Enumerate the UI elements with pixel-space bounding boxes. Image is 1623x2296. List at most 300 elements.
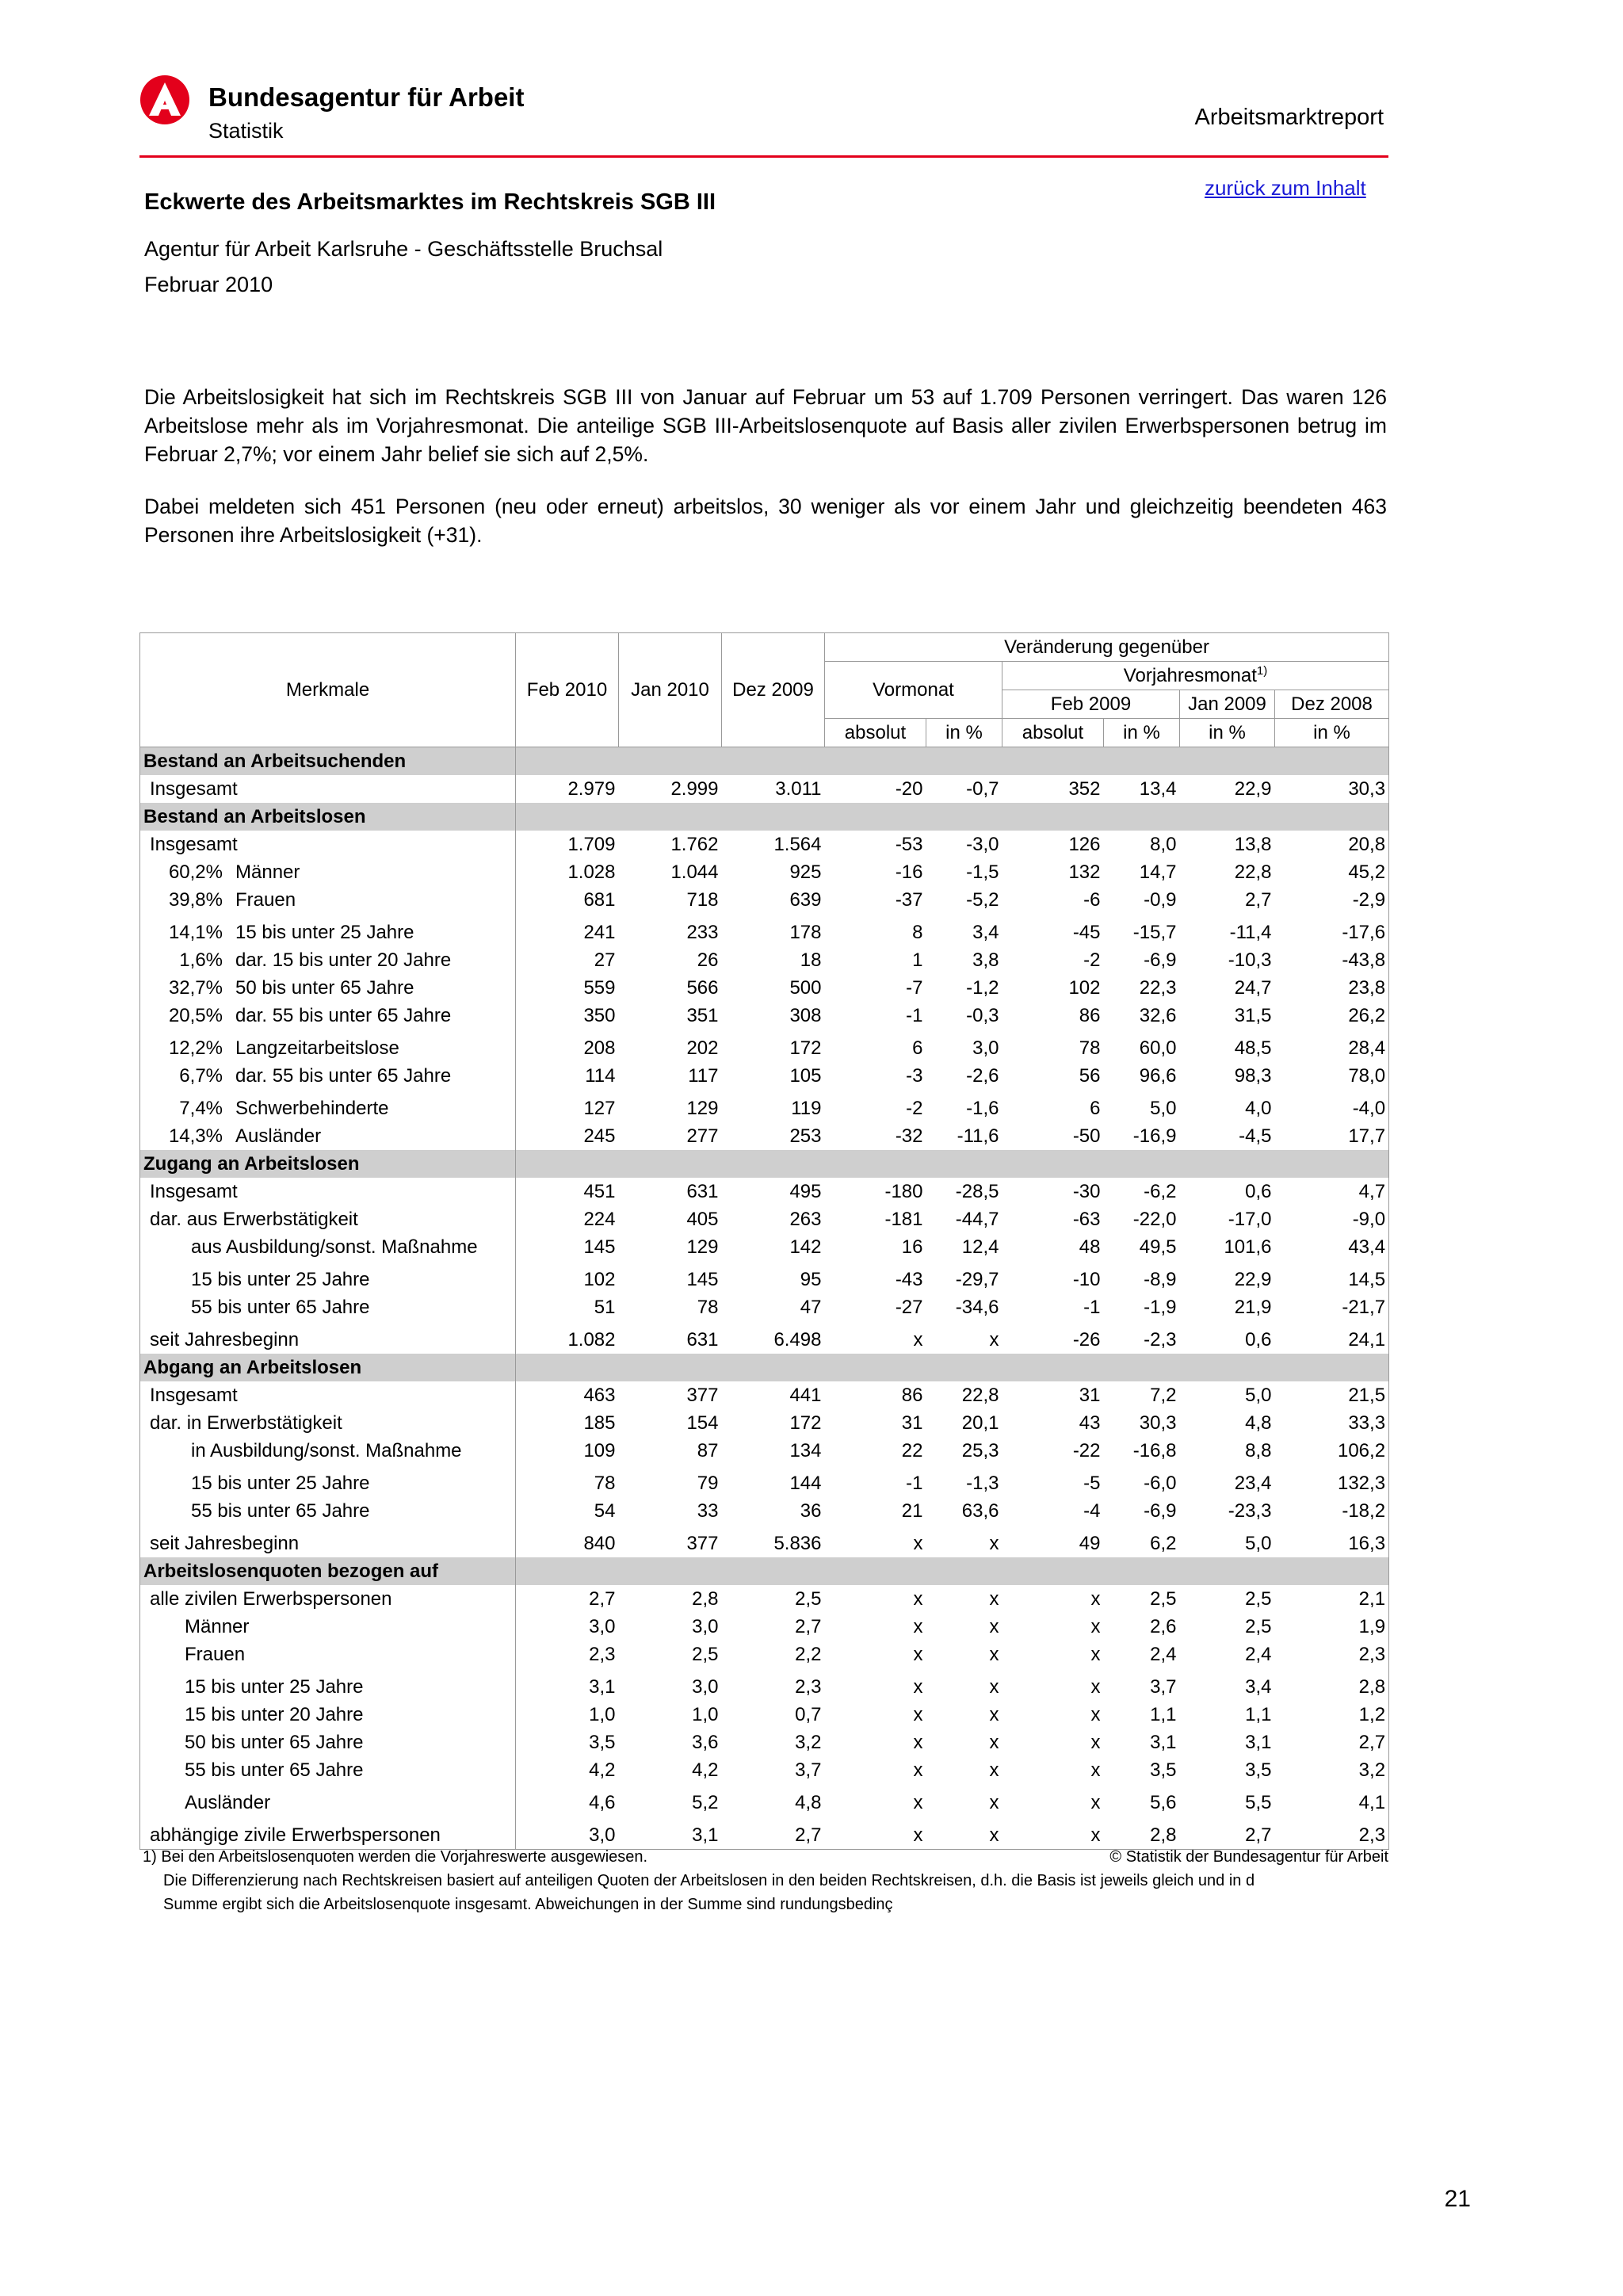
section-header <box>140 1150 1389 1178</box>
table-cell: 208 <box>516 1034 619 1062</box>
table-cell: x <box>913 1587 923 1610</box>
row-label <box>140 1585 516 1613</box>
table-cell: x <box>989 1675 999 1698</box>
table-cell: x <box>913 1675 923 1698</box>
row-label <box>140 1233 516 1261</box>
page-number: 21 <box>1444 2186 1471 2212</box>
table-cell: 14,5 <box>1275 1266 1389 1293</box>
table-cell: 1,0 <box>516 1701 619 1729</box>
table-cell: -180 <box>884 1180 923 1202</box>
table-cell: 263 <box>789 1208 822 1230</box>
table-cell: 2,4 <box>1245 1643 1272 1665</box>
table-row <box>140 1469 1389 1497</box>
table-cell: 31,5 <box>1234 1004 1272 1026</box>
table-cell: 4,0 <box>1245 1097 1272 1119</box>
row-label <box>140 1205 516 1233</box>
table-cell: 20,8 <box>1275 831 1389 858</box>
table-row <box>140 1530 1389 1557</box>
row-label-text: dar. aus Erwerbstätigkeit <box>150 1208 358 1230</box>
table-cell: -6,9 <box>1144 1499 1177 1522</box>
table-cell: 718 <box>686 888 719 911</box>
row-label-text: 15 bis unter 25 Jahre <box>191 1268 370 1290</box>
table-cell: 126 <box>1068 833 1101 855</box>
table-cell: -23,3 <box>1228 1499 1272 1522</box>
table-cell: 3,2 <box>1275 1756 1389 1784</box>
table-cell: 3.011 <box>775 777 822 800</box>
col-header-jan2009: Jan 2009 <box>1180 690 1275 719</box>
row-label-text: 55 bis unter 65 Jahre <box>185 1759 364 1781</box>
section-title: Bestand an Arbeitslosen <box>140 803 516 831</box>
table-cell: -37 <box>895 888 923 911</box>
table-cell: -11,6 <box>957 1125 999 1147</box>
row-label <box>140 1326 516 1354</box>
table-cell: 1,2 <box>1275 1701 1389 1729</box>
section-header <box>140 747 1389 776</box>
table-cell: -29,7 <box>955 1268 999 1290</box>
table-cell: 114 <box>516 1062 619 1090</box>
table-cell: 21,5 <box>1275 1381 1389 1409</box>
table-cell: 1,1 <box>1150 1703 1177 1725</box>
table-row <box>140 1178 1389 1205</box>
table-cell: 18 <box>800 949 822 971</box>
table-cell: 5,0 <box>1150 1097 1177 1119</box>
table-cell: -0,3 <box>966 1004 999 1026</box>
row-label-text: seit Jahresbeginn <box>150 1328 300 1350</box>
table-cell: x <box>989 1587 999 1610</box>
table-row <box>140 919 1389 946</box>
table-cell: 245 <box>516 1122 619 1150</box>
table-cell: 2,5 <box>795 1587 822 1610</box>
table-cell: -2 <box>1083 949 1101 971</box>
table-cell: -4,0 <box>1275 1095 1389 1122</box>
table-cell: -53 <box>895 833 923 855</box>
table-cell: -22,0 <box>1132 1208 1177 1230</box>
table-cell: 154 <box>686 1412 719 1434</box>
table-cell: -34,6 <box>955 1296 999 1318</box>
table-cell: 24,7 <box>1234 976 1272 999</box>
table-cell: 8,8 <box>1245 1439 1272 1461</box>
row-label <box>140 974 516 1002</box>
table-cell: -26 <box>1072 1328 1101 1350</box>
row-label-text: seit Jahresbeginn <box>150 1532 300 1554</box>
row-label-text: Insgesamt <box>150 777 238 800</box>
section-header <box>140 1557 1389 1585</box>
col-header-inpct: in % <box>1180 719 1275 747</box>
table-cell: 129 <box>686 1097 719 1119</box>
table-cell: 22 <box>901 1439 923 1461</box>
table-row <box>140 1034 1389 1062</box>
table-cell: x <box>825 1821 926 1850</box>
footnote-1: 1) Bei den Arbeitslosenquoten werden die Vorjahreswerte ausgewiesen. <box>143 1848 648 1866</box>
row-label-text: 50 bis unter 65 Jahre <box>235 976 414 999</box>
row-label-text: 50 bis unter 65 Jahre <box>185 1731 364 1753</box>
row-label <box>140 1122 516 1150</box>
row-label <box>140 919 516 946</box>
table-cell: 4,8 <box>1245 1412 1272 1434</box>
table-cell: 8,0 <box>1150 833 1177 855</box>
table-cell: 26 <box>697 949 719 971</box>
row-label <box>140 946 516 974</box>
table-cell: 2,5 <box>1245 1587 1272 1610</box>
table-cell: 2,7 <box>516 1585 619 1613</box>
share-percent: 20,5% <box>168 1004 223 1026</box>
table-cell: 101,6 <box>1224 1236 1272 1258</box>
table-cell: -30 <box>1072 1180 1101 1202</box>
table-cell: 31 <box>901 1412 923 1434</box>
table-cell: x <box>1090 1643 1101 1665</box>
table-cell: 49 <box>1079 1532 1101 1554</box>
section-header <box>140 803 1389 831</box>
table-cell: 5,0 <box>1245 1384 1272 1406</box>
table-cell: -5,2 <box>966 888 999 911</box>
row-label-text: 15 bis unter 25 Jahre <box>185 1675 364 1698</box>
table-cell: 495 <box>789 1180 822 1202</box>
table-row <box>140 1756 1389 1784</box>
table-cell: x <box>989 1791 999 1813</box>
row-label-text: abhängige zivile Erwerbspersonen <box>150 1824 441 1846</box>
row-label-text: 15 bis unter 25 Jahre <box>191 1472 370 1494</box>
table-cell: 172 <box>789 1412 822 1434</box>
table-cell: 48,5 <box>1234 1037 1272 1059</box>
table-cell: 127 <box>516 1095 619 1122</box>
table-cell: x <box>989 1643 999 1665</box>
col-header-jan2010: Jan 2010 <box>619 633 722 747</box>
table-cell: 54 <box>516 1497 619 1525</box>
table-cell: x <box>989 1615 999 1637</box>
row-label-text: in Ausbildung/sonst. Maßnahme <box>191 1439 462 1461</box>
table-cell: 2.979 <box>516 775 619 803</box>
row-label <box>140 1095 516 1122</box>
table-cell: -45 <box>1072 921 1101 943</box>
table-cell: -16 <box>895 861 923 883</box>
table-cell: 96,6 <box>1139 1064 1177 1087</box>
table-cell: 233 <box>686 921 719 943</box>
col-header-inpct: in % <box>1275 719 1389 747</box>
table-cell: 1.762 <box>670 833 719 855</box>
table-cell: 22,3 <box>1139 976 1177 999</box>
table-cell: 5.836 <box>773 1532 822 1554</box>
table-cell: 2,3 <box>795 1675 822 1698</box>
table-cell: 119 <box>791 1097 822 1119</box>
table-cell: x <box>913 1643 923 1665</box>
table-cell: 1.082 <box>516 1326 619 1354</box>
row-label <box>140 1178 516 1205</box>
table-cell: 241 <box>516 919 619 946</box>
row-label-text: dar. 55 bis unter 65 Jahre <box>235 1064 452 1087</box>
table-cell: x <box>989 1759 999 1781</box>
table-cell: x <box>913 1328 923 1350</box>
table-cell: 45,2 <box>1275 858 1389 886</box>
row-label <box>140 1266 516 1293</box>
table-cell: 559 <box>516 974 619 1002</box>
table-cell: -11,4 <box>1229 921 1272 943</box>
table-row <box>140 1585 1389 1613</box>
table-cell: 2,5 <box>1245 1615 1272 1637</box>
table-cell: -27 <box>895 1296 923 1318</box>
table-row <box>140 775 1389 803</box>
share-percent: 39,8% <box>168 888 223 911</box>
table-cell: -28,5 <box>955 1180 999 1202</box>
section-title: Bestand an Arbeitsuchenden <box>140 747 516 776</box>
summary-paragraph-2: Dabei meldeten sich 451 Personen (neu oder erneut) arbeitslos, 30 weniger als vor einem Jahr und gleichzeitig beendeten 463 Personen ihre Arbeitslosigkeit (+31). <box>144 495 1387 547</box>
table-cell: 30,3 <box>1275 775 1389 803</box>
table-cell: 2.999 <box>670 777 719 800</box>
row-label-text: aus Ausbildung/sonst. Maßnahme <box>191 1236 478 1258</box>
table-cell: 4,2 <box>516 1756 619 1784</box>
table-cell: 451 <box>516 1178 619 1205</box>
col-header-absolut: absolut <box>825 719 926 747</box>
table-cell: 78 <box>697 1296 719 1318</box>
table-cell: 20,1 <box>961 1412 999 1434</box>
table-cell: 681 <box>516 886 619 914</box>
share-percent: 14,3% <box>168 1125 223 1147</box>
table-cell: 78 <box>1079 1037 1101 1059</box>
row-label-text: Insgesamt <box>150 1384 238 1406</box>
table-cell: 4,2 <box>692 1759 719 1781</box>
table-cell: 8 <box>912 921 923 943</box>
row-label-text: 55 bis unter 65 Jahre <box>191 1499 370 1522</box>
table-row <box>140 974 1389 1002</box>
table-cell: 3,0 <box>516 1613 619 1641</box>
table-row <box>140 886 1389 914</box>
section-title: Arbeitslosenquoten bezogen auf <box>140 1557 516 1585</box>
table-cell: 23,8 <box>1275 974 1389 1002</box>
table-cell: -1,3 <box>966 1472 999 1494</box>
table-cell: 12,4 <box>961 1236 999 1258</box>
table-cell: 351 <box>686 1004 719 1026</box>
table-cell: -1,6 <box>966 1097 999 1119</box>
table-cell: -7 <box>906 976 923 999</box>
table-cell: 2,8 <box>1104 1821 1180 1850</box>
table-row <box>140 858 1389 886</box>
table-cell: -22 <box>1072 1439 1101 1461</box>
table-cell: 102 <box>516 1266 619 1293</box>
table-cell: 500 <box>789 976 822 999</box>
table-cell: 78,0 <box>1275 1062 1389 1090</box>
table-row <box>140 1789 1389 1817</box>
row-label <box>140 1293 516 1321</box>
table-cell: 132 <box>1068 861 1101 883</box>
agency-name: Agentur für Arbeit Karlsruhe - Geschäftsstelle Bruchsal <box>144 237 663 261</box>
table-cell: -8,9 <box>1144 1268 1177 1290</box>
table-cell: x <box>913 1615 923 1637</box>
col-header-veraenderung: Veränderung gegenüber <box>825 633 1389 662</box>
table-cell: 142 <box>789 1236 822 1258</box>
table-cell: 106,2 <box>1275 1437 1389 1465</box>
row-label <box>140 1821 516 1850</box>
row-label <box>140 831 516 858</box>
row-label-text: 15 bis unter 25 Jahre <box>235 921 414 943</box>
table-row <box>140 1613 1389 1641</box>
table-cell: 172 <box>789 1037 822 1059</box>
table-cell: 178 <box>789 921 822 943</box>
table-cell: x <box>1090 1615 1101 1637</box>
table-cell: 3,0 <box>692 1615 719 1637</box>
table-cell: 31 <box>1079 1384 1101 1406</box>
table-cell: 117 <box>688 1064 719 1087</box>
table-cell: x <box>913 1731 923 1753</box>
table-cell: -1 <box>906 1004 923 1026</box>
table-row <box>140 1233 1389 1261</box>
table-cell: -63 <box>1072 1208 1101 1230</box>
row-label <box>140 1756 516 1784</box>
table-cell: x <box>1090 1587 1101 1610</box>
table-cell: 639 <box>789 888 822 911</box>
table-cell: 2,5 <box>1150 1587 1177 1610</box>
row-label <box>140 1034 516 1062</box>
table-cell: 5,2 <box>692 1791 719 1813</box>
table-cell: 129 <box>686 1236 719 1258</box>
table-cell: 1,9 <box>1275 1613 1389 1641</box>
table-cell: -1 <box>906 1472 923 1494</box>
table-row <box>140 1437 1389 1465</box>
back-to-contents-link[interactable]: zurück zum Inhalt <box>1205 176 1366 200</box>
row-label <box>140 858 516 886</box>
table-cell: 3,8 <box>972 949 999 971</box>
section-title: Zugang an Arbeitslosen <box>140 1150 516 1178</box>
table-cell: x <box>926 1821 1002 1850</box>
table-cell: -2 <box>906 1097 923 1119</box>
row-label-text: Insgesamt <box>150 833 238 855</box>
row-label <box>140 1409 516 1437</box>
table-cell: 1.709 <box>516 831 619 858</box>
table-row <box>140 1701 1389 1729</box>
report-title: Arbeitsmarktreport <box>1194 105 1384 130</box>
table-cell: 0,7 <box>795 1703 822 1725</box>
row-label <box>140 1469 516 1497</box>
table-cell: 0,6 <box>1245 1328 1272 1350</box>
table-row <box>140 1497 1389 1525</box>
table-cell: 3,0 <box>692 1675 719 1698</box>
table-cell: 566 <box>686 976 719 999</box>
table-cell: 36 <box>800 1499 822 1522</box>
row-label <box>140 1530 516 1557</box>
table-cell: 86 <box>1079 1004 1101 1026</box>
col-header-dez2009: Dez 2009 <box>722 633 825 747</box>
table-cell: 3,0 <box>516 1821 619 1850</box>
table-cell: -44,7 <box>955 1208 999 1230</box>
table-cell: -21,7 <box>1275 1293 1389 1321</box>
org-subtitle: Statistik <box>208 119 284 143</box>
table-cell: 145 <box>516 1233 619 1261</box>
table-cell: 144 <box>789 1472 822 1494</box>
table-row <box>140 1062 1389 1090</box>
table-cell: 3,5 <box>516 1729 619 1756</box>
table-cell: -181 <box>884 1208 923 1230</box>
share-percent: 60,2% <box>168 861 223 883</box>
table-cell: 377 <box>686 1384 719 1406</box>
row-label-text: dar. in Erwerbstätigkeit <box>150 1412 342 1434</box>
table-cell: -0,9 <box>1144 888 1177 911</box>
share-percent: 14,1% <box>168 921 223 943</box>
table-cell: -1,5 <box>966 861 999 883</box>
table-cell: 2,5 <box>692 1643 719 1665</box>
ba-logo-icon <box>139 74 190 125</box>
table-row <box>140 1381 1389 1409</box>
table-row <box>140 831 1389 858</box>
table-cell: 6.498 <box>773 1328 822 1350</box>
share-percent: 32,7% <box>168 976 223 999</box>
table-row <box>140 1205 1389 1233</box>
table-cell: 33 <box>697 1499 719 1522</box>
table-row <box>140 946 1389 974</box>
row-label <box>140 1701 516 1729</box>
table-cell: 4,7 <box>1275 1178 1389 1205</box>
table-cell: 2,7 <box>1180 1821 1275 1850</box>
table-cell: -18,2 <box>1275 1497 1389 1525</box>
table-cell: -3 <box>906 1064 923 1087</box>
row-label <box>140 1497 516 1525</box>
table-cell: 6 <box>912 1037 923 1059</box>
footnote-2: Die Differenzierung nach Rechtskreisen basiert auf anteiligen Quoten der Arbeitslosen in den beiden Rechtskreisen, d.h. die Basis ist jeweils gleich und in d <box>163 1872 1255 1889</box>
org-name: Bundesagentur für Arbeit <box>208 82 525 112</box>
table-cell: 1 <box>912 949 923 971</box>
row-label-text: alle zivilen Erwerbspersonen <box>150 1587 392 1610</box>
table-cell: x <box>913 1791 923 1813</box>
table-cell: x <box>913 1532 923 1554</box>
table-cell: x <box>989 1328 999 1350</box>
table-cell: 3,0 <box>972 1037 999 1059</box>
row-label-text: Frauen <box>235 888 296 911</box>
table-cell: 3,1 <box>619 1821 722 1850</box>
table-cell: x <box>1090 1759 1101 1781</box>
table-cell: 3,5 <box>1150 1759 1177 1781</box>
table-cell: -1,9 <box>1144 1296 1177 1318</box>
col-header-feb2009: Feb 2009 <box>1002 690 1180 719</box>
copyright: © Statistik der Bundesagentur für Arbeit <box>1109 1848 1388 1866</box>
table-cell: x <box>1090 1703 1101 1725</box>
table-cell: 28,4 <box>1275 1034 1389 1062</box>
table-cell: 2,7 <box>1245 888 1272 911</box>
table-cell: 13,4 <box>1139 777 1177 800</box>
row-label-text: dar. 55 bis unter 65 Jahre <box>235 1004 452 1026</box>
table-cell: 3,5 <box>1245 1759 1272 1781</box>
row-label-text: Frauen <box>185 1643 246 1665</box>
table-cell: 33,3 <box>1275 1409 1389 1437</box>
table-cell: 23,4 <box>1234 1472 1272 1494</box>
table-cell: 27 <box>516 946 619 974</box>
table-cell: 13,8 <box>1234 833 1272 855</box>
table-cell: 22,8 <box>1234 861 1272 883</box>
table-cell: 308 <box>789 1004 822 1026</box>
table-cell: 224 <box>516 1205 619 1233</box>
col-header-merkmale: Merkmale <box>140 633 516 747</box>
table-cell: 7,2 <box>1150 1384 1177 1406</box>
table-cell: -15,7 <box>1132 921 1177 943</box>
table-cell: -2,6 <box>966 1064 999 1087</box>
table-cell: 3,7 <box>1150 1675 1177 1698</box>
col-header-inpct: in % <box>1104 719 1180 747</box>
table-cell: 1.028 <box>516 858 619 886</box>
row-label-text: Ausländer <box>185 1791 271 1813</box>
table-cell: 2,4 <box>1150 1643 1177 1665</box>
table-cell: 441 <box>789 1384 822 1406</box>
footnote-3: Summe ergibt sich die Arbeitslosenquote insgesamt. Abweichungen in der Summe sind rundungsbedinç <box>163 1896 893 1913</box>
table-cell: 26,2 <box>1275 1002 1389 1030</box>
table-cell: 4,6 <box>516 1789 619 1817</box>
table-cell: 3,6 <box>692 1731 719 1753</box>
share-percent: 6,7% <box>179 1064 223 1087</box>
share-percent: 12,2% <box>168 1037 223 1059</box>
table-cell: -0,7 <box>966 777 999 800</box>
table-cell: x <box>989 1532 999 1554</box>
table-cell: 1,1 <box>1245 1703 1272 1725</box>
row-label-text: Männer <box>235 861 300 883</box>
table-cell: 47 <box>800 1296 822 1318</box>
table-cell: -17,0 <box>1228 1208 1272 1230</box>
table-cell: x <box>913 1759 923 1781</box>
table-cell: 3,7 <box>795 1759 822 1781</box>
